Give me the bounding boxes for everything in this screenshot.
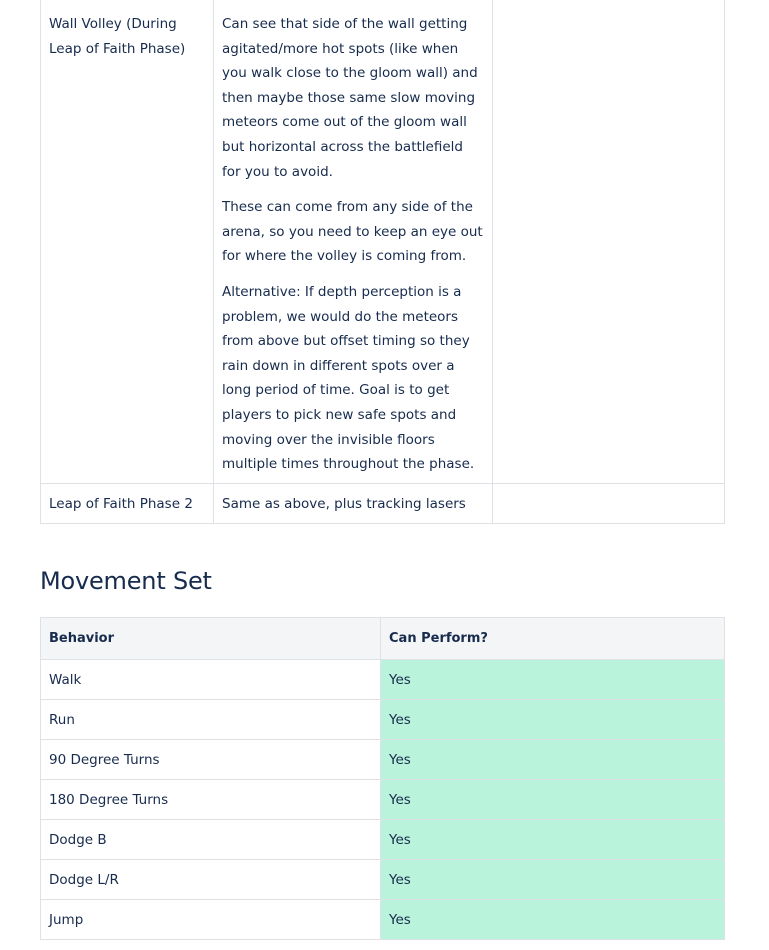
- table-row: [41, 660, 725, 700]
- attack-name-cell: [41, 0, 214, 483]
- description-paragraph: These can come from any side of the arena, so you need to keep an eye out for where the volley is coming from.: [222, 199, 483, 265]
- attack-description-cell: [214, 483, 493, 523]
- can-perform-cell: Yes: [381, 780, 725, 820]
- behavior-cell: Dodge B: [41, 820, 381, 860]
- can-perform-cell: Yes: [381, 740, 725, 780]
- section-heading: Movement Set: [40, 567, 212, 595]
- attacks-table: [40, 0, 725, 524]
- attack-notes-cell: [493, 0, 725, 483]
- attack-name: Leap of Faith Phase 2: [49, 495, 193, 512]
- table-row: [41, 0, 725, 483]
- column-header-behavior: Behavior: [41, 618, 381, 660]
- table-row: [41, 700, 725, 740]
- behavior-cell: Walk: [41, 660, 381, 700]
- attack-description-cell: [214, 0, 493, 483]
- can-perform-cell: Yes: [381, 820, 725, 860]
- behavior-cell: 180 Degree Turns: [41, 780, 381, 820]
- description-paragraph: Alternative: If depth perception is a problem, we would do the meteors from above but offset timing so they rain down in different spots over a long period of time. Goal is to get players to pick new safe spots and moving over the invisible floors multiple times throughout the phase.: [222, 283, 475, 473]
- table-row: [41, 740, 725, 780]
- table-header-row: [41, 618, 725, 660]
- column-header-can-perform: Can Perform?: [381, 618, 725, 660]
- behavior-cell: 90 Degree Turns: [41, 740, 381, 780]
- description-paragraph: Can see that side of the wall getting agitated/more hot spots (like when you walk close to the gloom wall) and then maybe those same slow moving meteors come out of the gloom wall but horizontal across the battlefield for you to avoid.: [222, 16, 478, 180]
- behavior-cell: Dodge L/R: [41, 860, 381, 900]
- behavior-cell: Run: [41, 700, 381, 740]
- table-row: [41, 483, 725, 523]
- can-perform-cell: Yes: [381, 900, 725, 940]
- can-perform-cell: Yes: [381, 700, 725, 740]
- table-row: [41, 860, 725, 900]
- table-row: [41, 780, 725, 820]
- attack-name: Wall Volley (During Leap of Faith Phase): [49, 16, 186, 57]
- behavior-cell: Jump: [41, 900, 381, 940]
- can-perform-cell: Yes: [381, 660, 725, 700]
- movement-table: [40, 617, 725, 940]
- attack-notes-cell: [493, 483, 725, 523]
- table-row: [41, 900, 725, 940]
- table-row: [41, 820, 725, 860]
- attack-name-cell: [41, 483, 214, 523]
- can-perform-cell: Yes: [381, 860, 725, 900]
- description-paragraph: Same as above, plus tracking lasers: [222, 495, 466, 512]
